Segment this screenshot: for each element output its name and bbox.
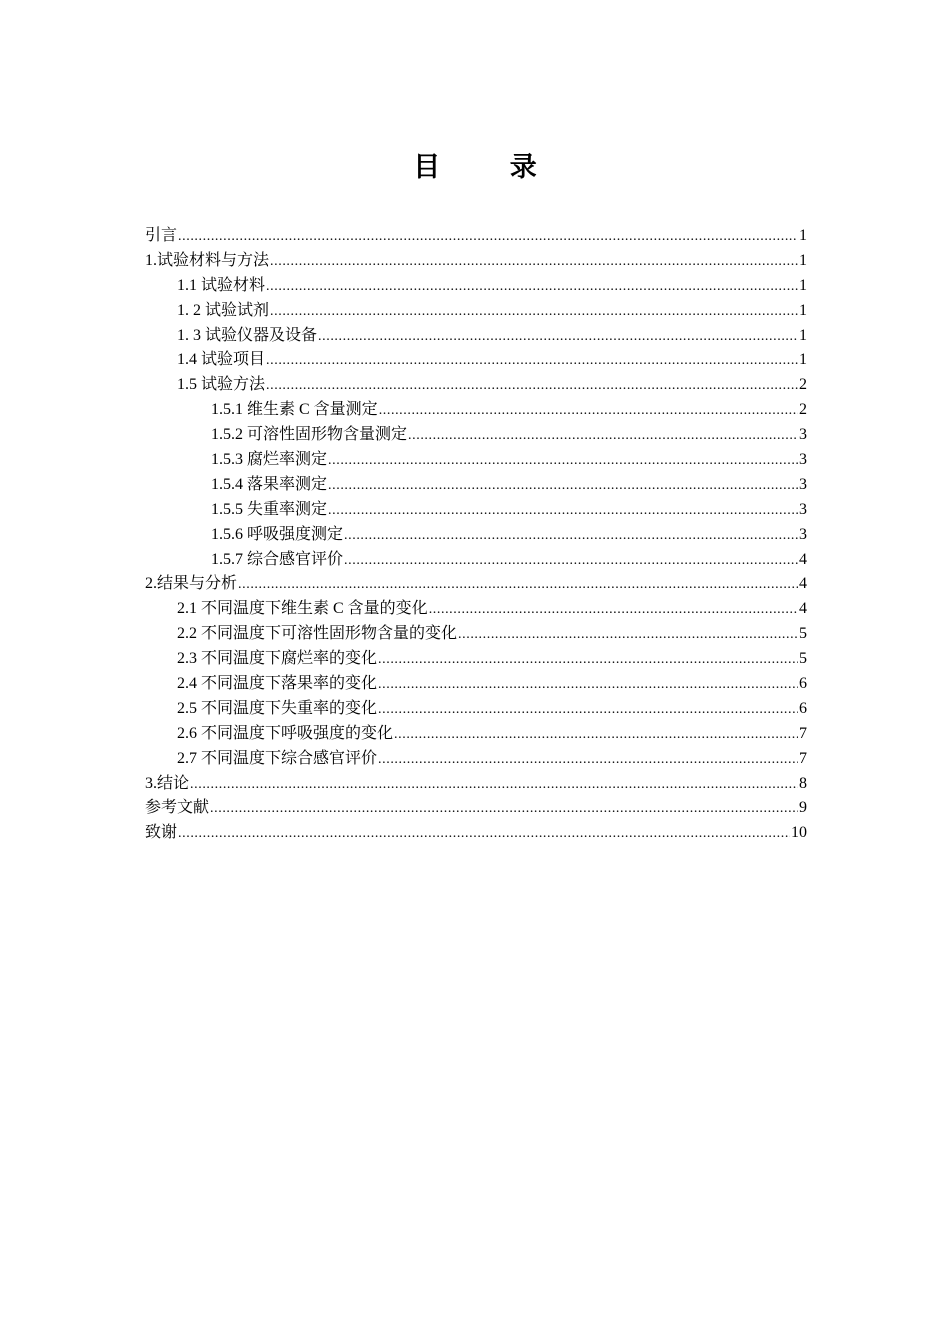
toc-dot-leader: [270, 300, 798, 325]
toc-entry-page-number: 3: [799, 426, 807, 444]
toc-dot-leader: [344, 524, 798, 549]
toc-dot-leader: [328, 499, 798, 524]
toc-entry-page-number: 4: [799, 600, 807, 618]
toc-entry-page-number: 3: [799, 475, 807, 493]
toc-dot-leader: [190, 773, 798, 798]
toc-entry[interactable]: [145, 274, 807, 299]
toc-entry-label: 2.2 不同温度下可溶性固形物含量的变化: [177, 625, 458, 643]
toc-entry-label: 1.5.6 呼吸强度测定: [211, 525, 344, 543]
toc-entry[interactable]: [145, 473, 807, 498]
toc-dot-leader: [378, 698, 798, 723]
toc-entry-page-number: 3: [799, 451, 807, 469]
toc-entry[interactable]: [145, 747, 807, 772]
toc-entry-page-number: 4: [799, 575, 807, 593]
toc-entry[interactable]: [145, 498, 807, 523]
toc-entry-label: 2.3 不同温度下腐烂率的变化: [177, 650, 378, 668]
toc-entry-label: 2.6 不同温度下呼吸强度的变化: [177, 724, 394, 742]
toc-entry-page-number: 3: [799, 525, 807, 543]
toc-entry-page-number: 1: [799, 326, 807, 344]
toc-entry[interactable]: [145, 523, 807, 548]
toc-entry-label: 2.4 不同温度下落果率的变化: [177, 675, 378, 693]
toc-entry-label: 2.结果与分析: [145, 575, 238, 593]
toc-entry-page-number: 1: [799, 251, 807, 269]
table-of-contents: [145, 224, 807, 846]
toc-dot-leader: [238, 573, 798, 598]
toc-dot-leader: [328, 449, 798, 474]
toc-entry[interactable]: [145, 572, 807, 597]
toc-entry-page-number: 1: [799, 276, 807, 294]
toc-entry-label: 参考文献: [145, 799, 210, 817]
toc-entry[interactable]: [145, 622, 807, 647]
toc-entry-label: 1.5.4 落果率测定: [211, 475, 328, 493]
toc-entry[interactable]: [145, 597, 807, 622]
toc-dot-leader: [344, 549, 798, 574]
toc-entry-label: 2.7 不同温度下综合感官评价: [177, 749, 378, 767]
toc-entry[interactable]: [145, 772, 807, 797]
toc-dot-leader: [270, 250, 798, 275]
toc-dot-leader: [429, 598, 798, 623]
toc-entry-label: 2.1 不同温度下维生素 C 含量的变化: [177, 600, 428, 618]
toc-dot-leader: [266, 374, 798, 399]
toc-entry-label: 引言: [145, 227, 178, 244]
toc-entry-page-number: 1: [799, 301, 807, 319]
toc-entry[interactable]: [145, 697, 807, 722]
toc-entry[interactable]: [145, 722, 807, 747]
toc-dot-leader: [458, 623, 798, 648]
toc-entry[interactable]: [145, 672, 807, 697]
toc-entry[interactable]: [145, 373, 807, 398]
toc-entry[interactable]: [145, 647, 807, 672]
toc-dot-leader: [178, 225, 798, 250]
toc-entry-label: 致谢: [145, 824, 178, 842]
toc-entry-label: 1.1 试验材料: [177, 276, 266, 294]
toc-entry[interactable]: [145, 796, 807, 821]
toc-entry-label: 3.结论: [145, 774, 190, 792]
toc-entry[interactable]: [145, 448, 807, 473]
toc-entry[interactable]: [145, 249, 807, 274]
toc-entry-label: 2.5 不同温度下失重率的变化: [177, 699, 378, 717]
toc-entry-label: 1.试验材料与方法: [145, 251, 270, 269]
toc-entry[interactable]: [145, 299, 807, 324]
toc-entry-label: 1.5.7 综合感官评价: [211, 550, 344, 568]
toc-entry[interactable]: [145, 423, 807, 448]
toc-entry-page-number: 5: [799, 650, 807, 668]
toc-entry[interactable]: [145, 224, 807, 249]
toc-entry-label: 1.5 试验方法: [177, 376, 266, 394]
toc-entry-label: 1.5.1 维生素 C 含量测定: [211, 401, 378, 419]
toc-dot-leader: [394, 723, 798, 748]
toc-dot-leader: [378, 748, 798, 773]
toc-dot-leader: [266, 349, 798, 374]
toc-dot-leader: [266, 275, 798, 300]
toc-dot-leader: [328, 474, 798, 499]
toc-entry[interactable]: [145, 398, 807, 423]
toc-dot-leader: [379, 399, 798, 424]
toc-dot-leader: [378, 673, 798, 698]
toc-entry-page-number: 3: [799, 500, 807, 518]
toc-entry[interactable]: [145, 548, 807, 573]
toc-dot-leader: [318, 325, 798, 350]
toc-entry-page-number: 9: [799, 799, 807, 817]
toc-entry[interactable]: [145, 821, 807, 846]
toc-entry-page-number: 4: [799, 550, 807, 568]
toc-entry-page-number: 2: [799, 376, 807, 394]
toc-entry-page-number: 1: [799, 351, 807, 369]
toc-entry-page-number: 5: [799, 625, 807, 643]
toc-entry-page-number: 6: [799, 699, 807, 717]
toc-dot-leader: [408, 424, 798, 449]
toc-entry-page-number: 1: [799, 227, 807, 244]
toc-entry-label: 1. 2 试验试剂: [177, 301, 270, 319]
toc-entry-label: 1.4 试验项目: [177, 351, 266, 369]
toc-dot-leader: [178, 822, 790, 847]
toc-entry-page-number: 6: [799, 675, 807, 693]
toc-entry[interactable]: [145, 348, 807, 373]
toc-entry-page-number: 2: [799, 401, 807, 419]
page-title: 目 录: [413, 152, 567, 184]
toc-entry-page-number: 8: [799, 774, 807, 792]
toc-entry-page-number: 7: [799, 749, 807, 767]
toc-entry-label: 1.5.3 腐烂率测定: [211, 451, 328, 469]
toc-entry-label: 1.5.2 可溶性固形物含量测定: [211, 426, 408, 444]
toc-entry-label: 1.5.5 失重率测定: [211, 500, 328, 518]
toc-entry-page-number: 7: [799, 724, 807, 742]
toc-entry-page-number: 10: [791, 824, 807, 842]
toc-entry-label: 1. 3 试验仪器及设备: [177, 326, 318, 344]
toc-dot-leader: [210, 797, 798, 822]
toc-entry[interactable]: [145, 324, 807, 349]
toc-dot-leader: [378, 648, 798, 673]
